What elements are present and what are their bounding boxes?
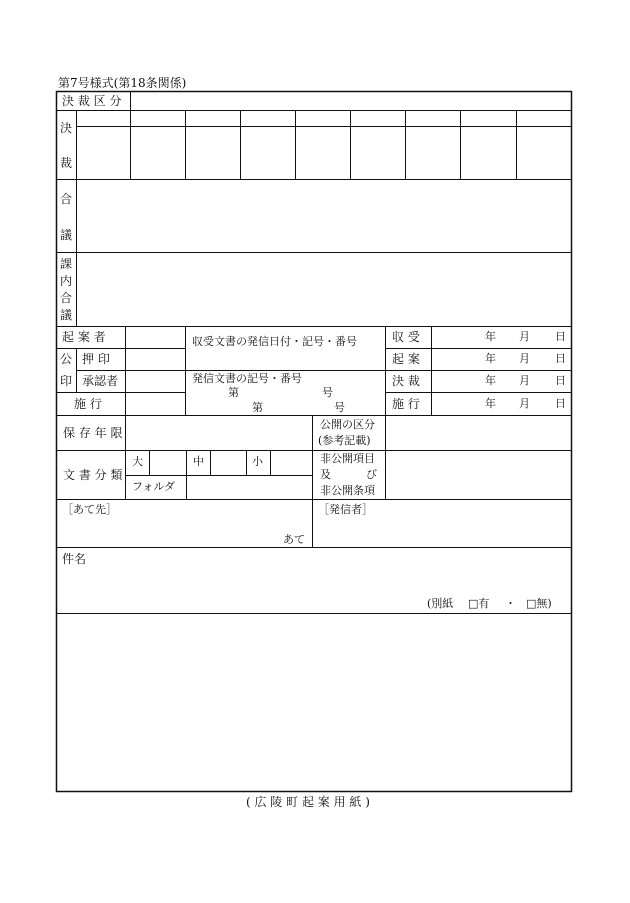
ate-label: あて (283, 533, 305, 546)
dai-label-1: 第 (228, 386, 239, 399)
date-row-day: 日 (555, 397, 566, 410)
bunsho-bunrui-label: 文 書 分 類 (63, 468, 123, 482)
attachment-separator: ・ (505, 597, 516, 610)
in-label: 印 (60, 374, 73, 388)
date-row-year: 年 (485, 330, 496, 343)
date-row-month: 月 (519, 397, 530, 410)
date-row-month: 月 (519, 352, 530, 365)
ka-nai-gougi-4: 議 (60, 308, 73, 322)
sent-doc-label: 発信文書の記号・番号 (192, 372, 302, 385)
attachment-label: (別紙 (427, 597, 454, 610)
gougi-label-2: 議 (60, 228, 73, 242)
document-body-area[interactable] (57, 614, 571, 791)
gou-label-1: 号 (322, 386, 333, 399)
class-medium-label: 中 (193, 455, 204, 468)
shouninsha-label: 承認者 (82, 374, 119, 388)
date-row-day: 日 (555, 330, 566, 343)
date-row-label: 施 行 (392, 397, 420, 411)
form-footer: ( 広 陵 町 起 案 用 紙 ) (246, 795, 370, 809)
koukai-kubun-label-2: (参考記載) (318, 434, 371, 447)
kou-label: 公 (60, 352, 73, 366)
gougi-label-1: 合 (60, 192, 73, 206)
date-row-label: 起 案 (392, 352, 420, 366)
date-row-month: 月 (519, 374, 530, 387)
ka-nai-gougi-1: 課 (60, 257, 73, 271)
hikoukai-label-1: 非公開項目 (320, 452, 375, 465)
date-row-year: 年 (485, 352, 496, 365)
ka-nai-gougi-2: 内 (60, 274, 73, 288)
class-small-label: 小 (252, 455, 263, 468)
dai-label-2: 第 (252, 401, 263, 414)
date-row-month: 月 (519, 330, 530, 343)
kessai-kubun-label: 決 裁 区 分 (62, 94, 122, 108)
class-large-label: 大 (132, 455, 143, 468)
kessai-label-2: 裁 (60, 156, 73, 170)
shikou-label: 施 行 (74, 397, 102, 411)
form-title: 第7号様式(第18条関係) (58, 76, 187, 90)
date-row-day: 日 (555, 374, 566, 387)
ka-nai-gougi-3: 合 (60, 291, 73, 305)
hikoukai-label-3: び (366, 468, 377, 481)
atesaki-label: ［あて先］ (62, 503, 117, 516)
kessai-label-1: 決 (60, 121, 73, 135)
hasshinsha-label: ［発信者］ (318, 503, 373, 516)
folder-label: フォルダ (132, 480, 176, 493)
kenmei-label: 件名 (62, 552, 87, 566)
attachment-yes-checkbox[interactable]: □有 (468, 597, 490, 610)
koukai-kubun-label-1: 公開の区分 (320, 418, 375, 431)
date-row-year: 年 (485, 397, 496, 410)
gou-label-2: 号 (334, 401, 345, 414)
hikoukai-label-4: 非公開条項 (320, 484, 375, 497)
ouin-label: 押 印 (82, 352, 110, 366)
received-doc-label: 収受文書の発信日付・記号・番号 (192, 335, 357, 348)
hozon-nengen-label: 保 存 年 限 (63, 426, 123, 440)
hikoukai-label-2: 及 (320, 468, 331, 481)
attachment-no-checkbox[interactable]: □無) (526, 597, 552, 610)
date-row-year: 年 (485, 374, 496, 387)
date-row-day: 日 (555, 352, 566, 365)
date-row-label: 収 受 (392, 330, 420, 344)
date-row-label: 決 裁 (392, 374, 420, 388)
kiansha-label: 起 案 者 (62, 330, 106, 344)
